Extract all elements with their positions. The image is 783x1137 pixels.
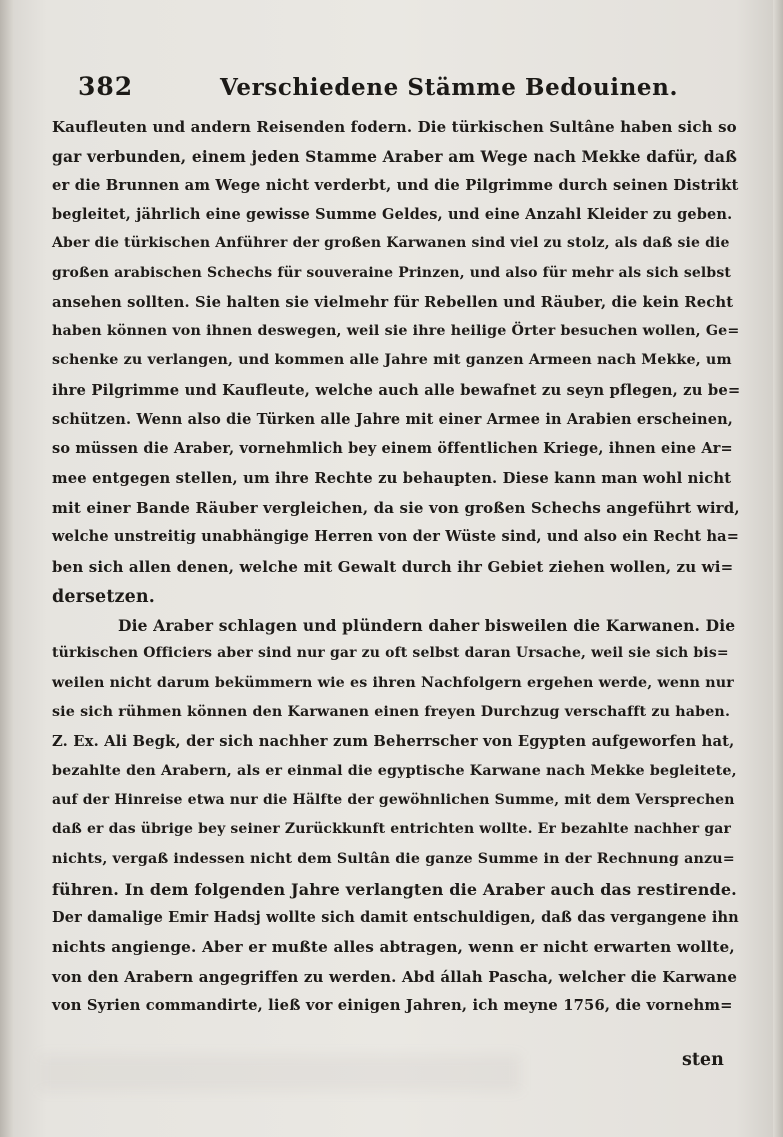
catchword: sten bbox=[682, 1050, 724, 1070]
text-line: er die Brunnen am Wege nicht verderbt, und die Pilgrimme durch seinen Distrikt bbox=[52, 176, 739, 194]
text-line: so müssen die Araber, vornehmlich bey einem öffentlichen Kriege, ihnen eine Ar= bbox=[52, 440, 733, 458]
text-line: ihre Pilgrimme und Kaufleute, welche auch alle bewafnet zu seyn pflegen, zu be= bbox=[52, 381, 741, 399]
text-line: gar verbunden, einem jeden Stamme Araber am Wege nach Mekke dafür, daß bbox=[52, 147, 737, 167]
text-line: Die Araber schlagen und plündern daher bisweilen die Karwanen. Die bbox=[118, 616, 736, 636]
text-line: daß er das übrige bey seiner Zurückkunft entrichten wollte. Er bezahlte nachher gar bbox=[52, 821, 732, 838]
text-line: schenke zu verlangen, und kommen alle Jahre mit ganzen Armeen nach Mekke, um bbox=[52, 352, 732, 369]
text-line: Aber die türkischen Anführer der großen Karwanen sind viel zu stolz, als daß sie die bbox=[52, 235, 730, 252]
text-line: Z. Ex. Ali Begk, der sich nachher zum Beherrscher von Egypten aufgeworfen hat, bbox=[52, 733, 735, 751]
page-spine-shadow bbox=[0, 0, 14, 1137]
text-line: nichts, vergaß indessen nicht dem Sultân die ganze Summe in der Rechnung anzu= bbox=[52, 850, 735, 867]
text-line: begleitet, jährlich eine gewisse Summe Geldes, und eine Anzahl Kleider zu geben. bbox=[52, 205, 733, 223]
text-line: schützen. Wenn also die Türken alle Jahre mit einer Armee in Arabien erscheinen, bbox=[52, 411, 734, 428]
text-line: mee entgegen stellen, um ihre Rechte zu behaupten. Diese kann man wohl nicht bbox=[52, 469, 732, 487]
text-line: ansehen sollten. Sie halten sie vielmehr für Rebellen und Räuber, die kein Recht bbox=[52, 293, 734, 311]
text-line: dersetzen. bbox=[52, 586, 156, 607]
text-line: sie sich rühmen können den Karwanen einen freyen Durchzug verschafft zu haben. bbox=[52, 704, 731, 720]
running-head: Verschiedene Stämme Bedouinen. bbox=[220, 74, 679, 101]
text-line: mit einer Bande Räuber vergleichen, da sie von großen Schechs angeführt wird, bbox=[52, 498, 740, 517]
page-header bbox=[78, 68, 718, 108]
text-line: weilen nicht darum bekümmern wie es ihren Nachfolgern ergehen werde, wenn nur bbox=[52, 674, 734, 691]
text-line: bezahlte den Arabern, als er einmal die egyptische Karwane nach Mekke begleitete, bbox=[52, 762, 737, 779]
text-line: türkischen Officiers aber sind nur gar zu oft selbst daran Ursache, weil sie sich bis= bbox=[52, 645, 729, 662]
text-line: Der damalige Emir Hadsj wollte sich damit entschuldigen, daß das vergangene ihn bbox=[52, 909, 739, 927]
text-line: welche unstreitig unabhängige Herren von der Wüste sind, und also ein Recht ha= bbox=[52, 528, 740, 546]
text-line: nichts angienge. Aber er mußte alles abtragen, wenn er nicht erwarten wollte, bbox=[52, 938, 735, 957]
page-number: 382 bbox=[78, 72, 134, 101]
page-edge-shadow bbox=[773, 0, 783, 1137]
bleed-through-shadow bbox=[40, 1055, 520, 1091]
text-line: haben können von ihnen deswegen, weil sie ihre heilige Örter besuchen wollen, Ge= bbox=[52, 323, 740, 340]
text-line: führen. In dem folgenden Jahre verlangten die Araber auch das restirende. bbox=[52, 879, 737, 899]
text-line: Kaufleuten und andern Reisenden fodern. Die türkischen Sultâne haben sich so bbox=[52, 118, 737, 136]
text-line: von den Arabern angegriffen zu werden. Abd állah Pascha, welcher die Karwane bbox=[52, 967, 738, 986]
text-line: auf der Hinreise etwa nur die Hälfte der gewöhnlichen Summe, mit dem Versprechen bbox=[52, 791, 735, 808]
text-line: von Syrien commandirte, ließ vor einigen Jahren, ich meyne 1756, die vornehm= bbox=[52, 997, 733, 1014]
text-line: großen arabischen Schechs für souveraine Prinzen, und also für mehr als sich selbst bbox=[52, 264, 731, 281]
text-line: ben sich allen denen, welche mit Gewalt durch ihr Gebiet ziehen wollen, zu wi= bbox=[52, 557, 734, 576]
